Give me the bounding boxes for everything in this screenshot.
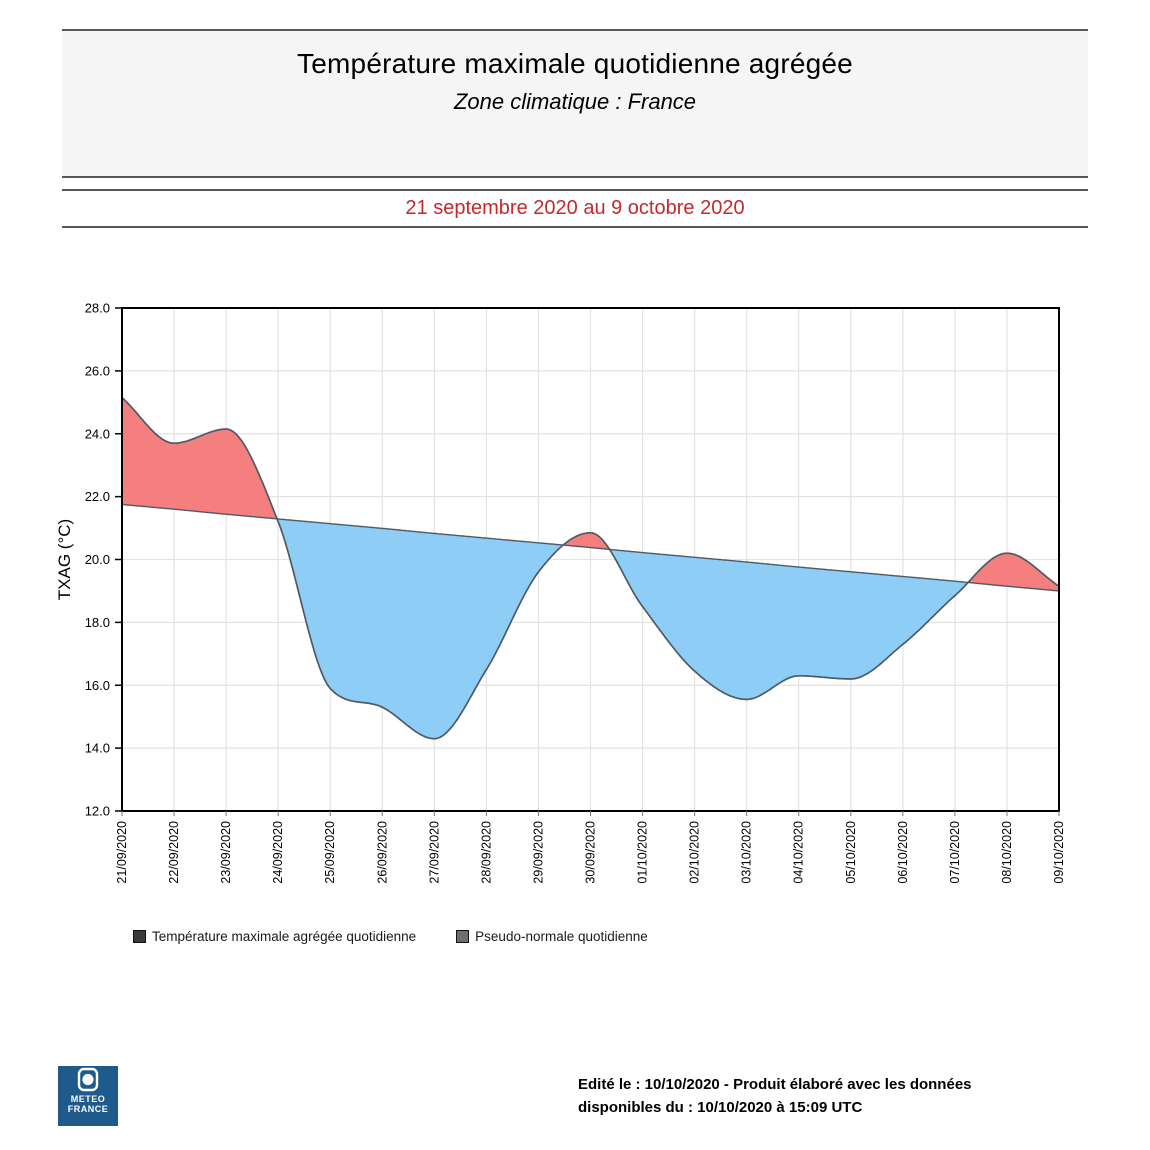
report-header <box>62 29 1088 178</box>
legend-swatch-normal-icon <box>456 930 469 943</box>
y-tick-label: 20.0 <box>84 552 110 567</box>
x-tick-label: 21/09/2020 <box>115 821 129 884</box>
x-tick-label: 04/10/2020 <box>791 821 806 884</box>
legend-label-normal: Pseudo-normale quotidienne <box>475 929 648 944</box>
x-tick-label: 25/09/2020 <box>323 821 338 884</box>
y-tick-label: 12.0 <box>84 803 110 819</box>
x-tick-label: 26/09/2020 <box>375 821 390 884</box>
area-above-normal <box>122 398 277 519</box>
page-subtitle: Zone climatique : France <box>453 89 697 114</box>
temperature-chart <box>0 290 1150 910</box>
area-below-normal <box>610 549 969 699</box>
x-tick-label: 28/09/2020 <box>479 821 494 884</box>
page-title: Température maximale quotidienne agrégée <box>297 48 853 79</box>
x-tick-label: 23/09/2020 <box>219 821 234 884</box>
logo-text-line1: METEO <box>70 1094 106 1104</box>
edition-note-line1: Edité le : 10/10/2020 - Produit élaboré avec les données <box>578 1076 972 1093</box>
edition-note <box>578 1073 1048 1119</box>
x-tick-label: 24/09/2020 <box>271 821 286 884</box>
x-tick-label: 05/10/2020 <box>843 821 858 884</box>
meteo-france-logo <box>58 1066 118 1126</box>
area-above-normal <box>968 553 1059 591</box>
area-below-normal <box>277 519 563 739</box>
x-tick-label: 29/09/2020 <box>531 821 546 884</box>
meteo-france-logo-icon <box>76 1066 100 1094</box>
y-tick-label: 28.0 <box>84 300 110 316</box>
x-tick-label: 08/10/2020 <box>999 821 1014 884</box>
x-tick-label: 02/10/2020 <box>687 821 702 884</box>
y-tick-label: 16.0 <box>84 677 110 693</box>
legend-item-normal <box>456 929 648 944</box>
chart-area <box>0 290 1150 910</box>
x-tick-label: 27/09/2020 <box>427 821 442 884</box>
y-tick-label: 18.0 <box>84 614 110 630</box>
y-tick-label: 14.0 <box>84 740 110 756</box>
x-tick-label: 30/09/2020 <box>583 821 598 884</box>
x-tick-label: 07/10/2020 <box>947 821 962 884</box>
y-tick-label: 26.0 <box>84 363 110 379</box>
chart-legend <box>133 929 688 944</box>
legend-item-actual <box>133 929 416 944</box>
x-tick-label: 22/09/2020 <box>167 821 182 884</box>
x-tick-label: 03/10/2020 <box>739 821 754 884</box>
x-tick-label: 01/10/2020 <box>635 821 650 884</box>
legend-swatch-actual-icon <box>133 930 146 943</box>
x-tick-label: 09/10/2020 <box>1052 821 1066 884</box>
x-tick-label: 06/10/2020 <box>895 821 910 884</box>
y-axis-label: TXAG (°C) <box>55 518 74 601</box>
y-tick-label: 24.0 <box>84 426 110 442</box>
legend-label-actual: Température maximale agrégée quotidienne <box>152 929 417 944</box>
y-tick-label: 22.0 <box>84 489 110 505</box>
period-text: 21 septembre 2020 au 9 octobre 2020 <box>405 197 745 219</box>
edition-note-line2: disponibles du : 10/10/2020 à 15:09 UTC <box>578 1099 863 1116</box>
logo-text-line2: FRANCE <box>67 1104 109 1114</box>
period-banner <box>62 189 1088 228</box>
